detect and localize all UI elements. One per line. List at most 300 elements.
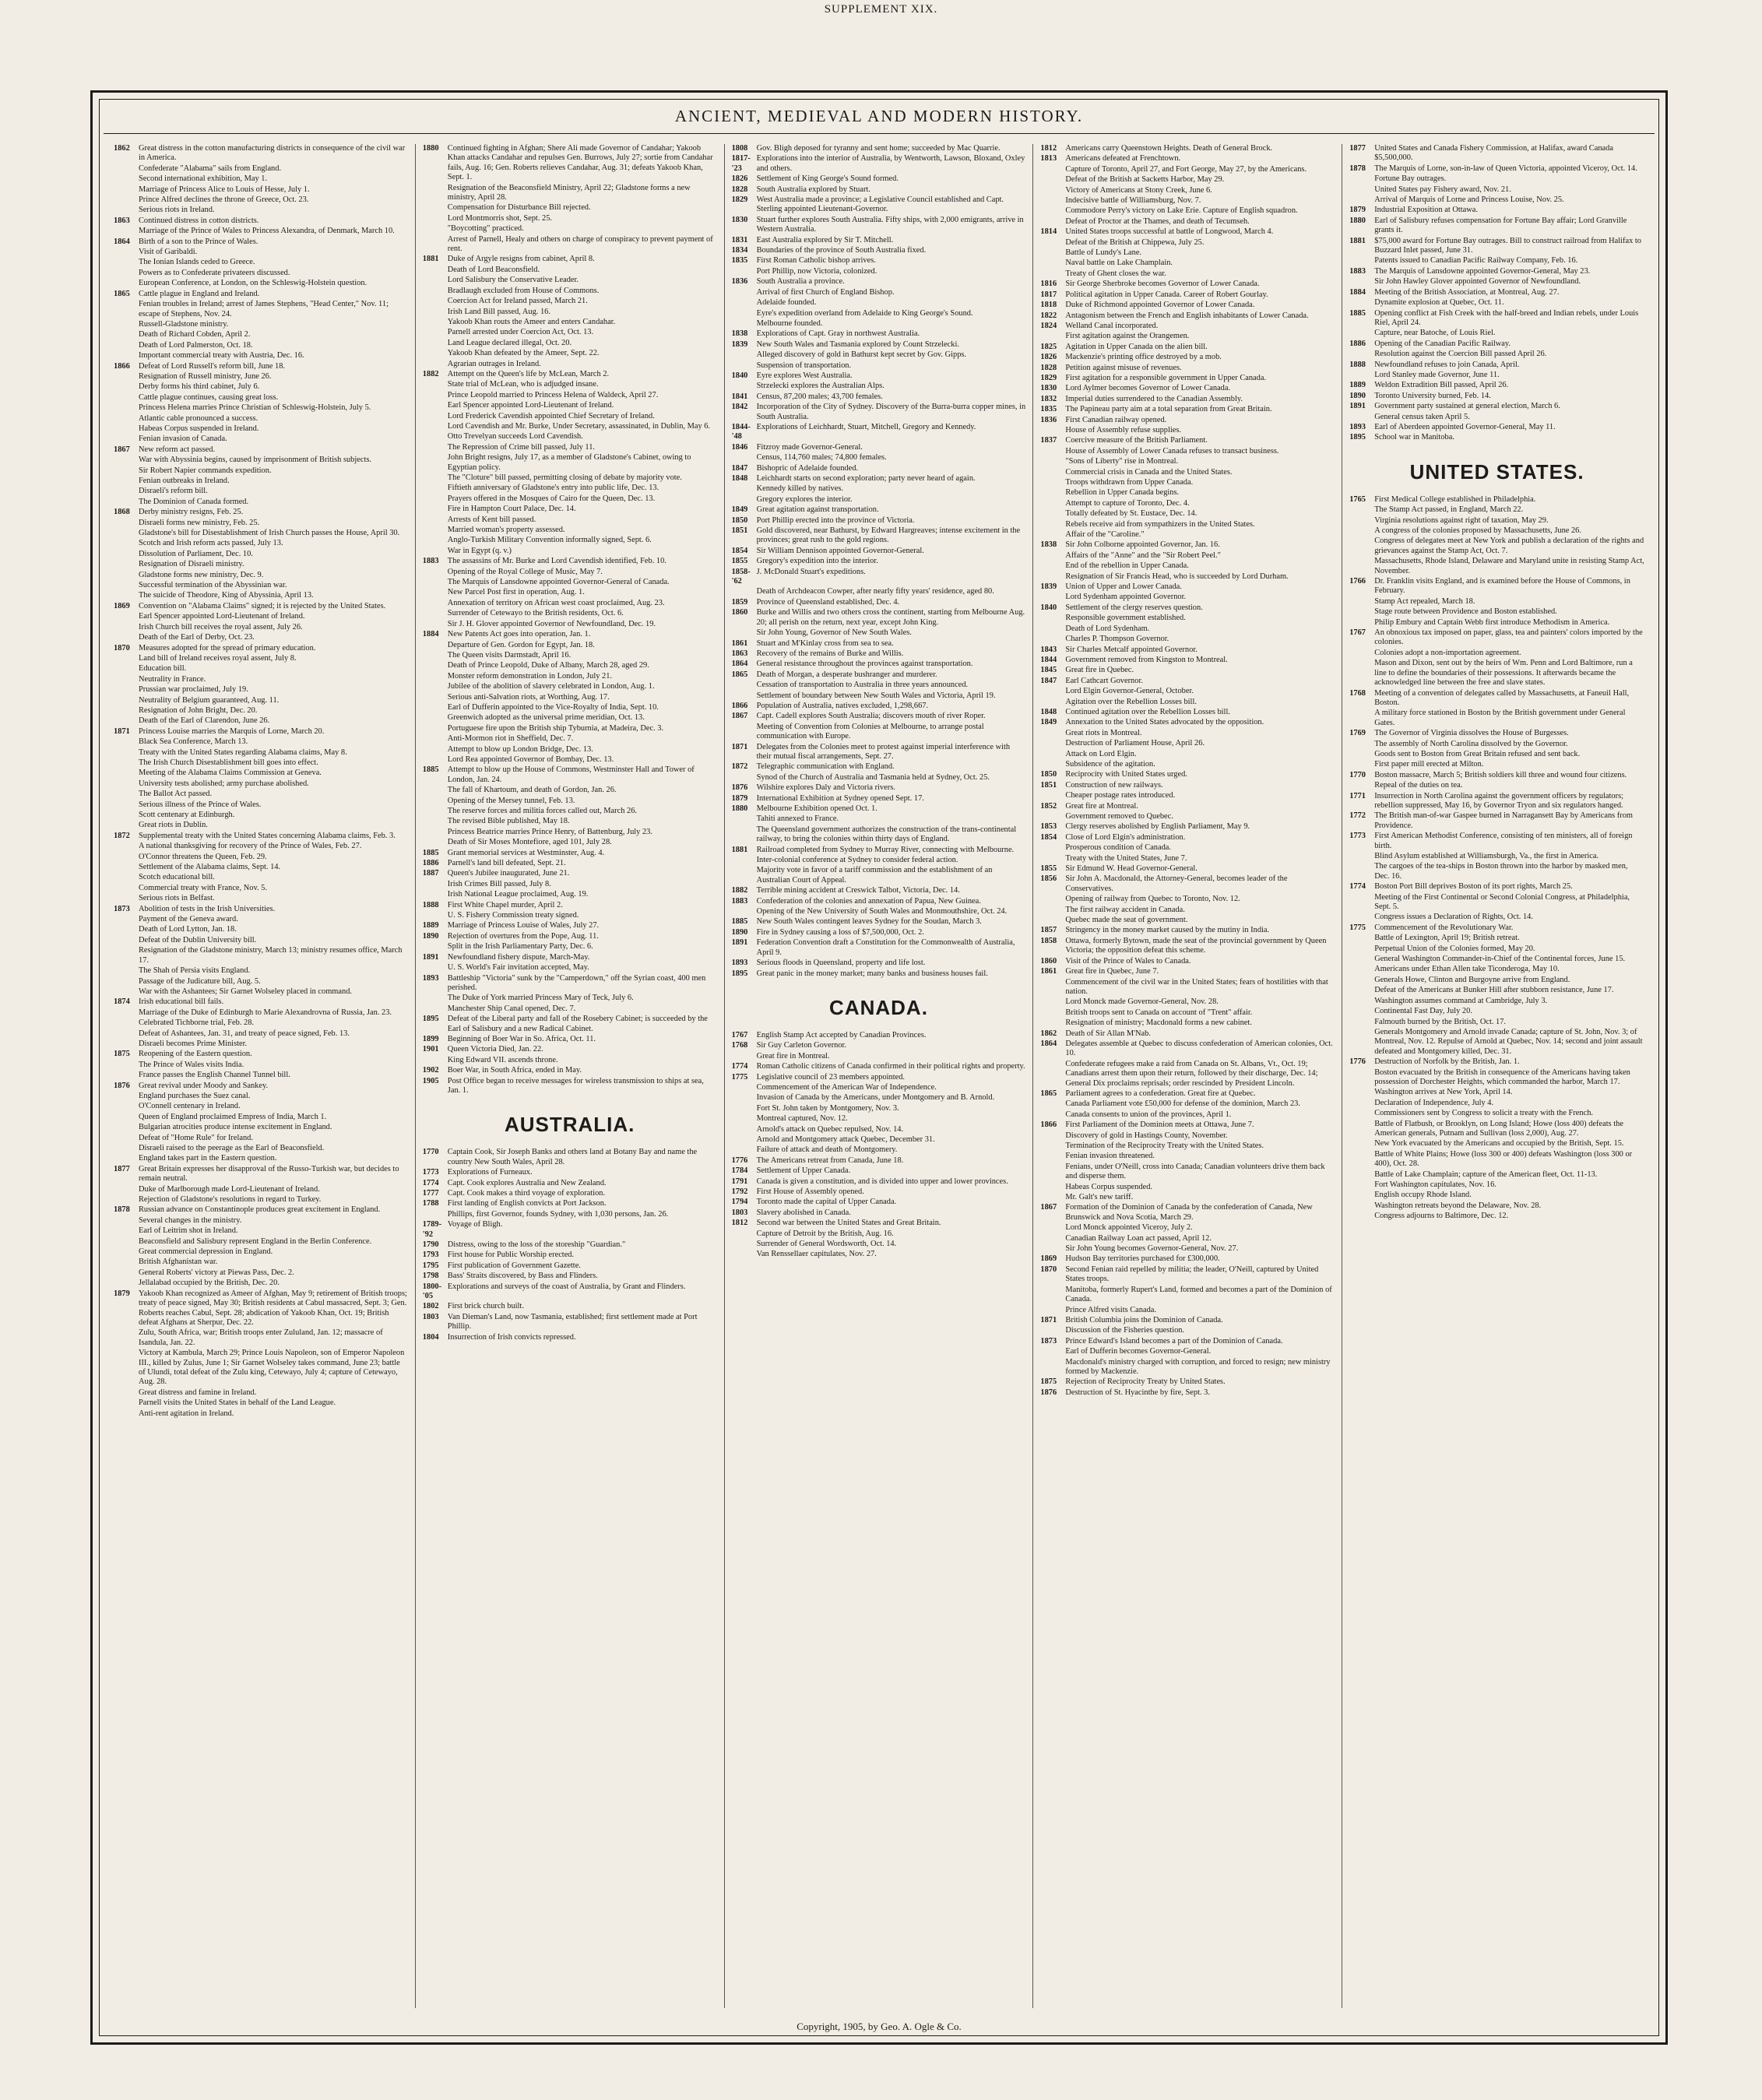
entry-text: Majority vote in favor of a tariff commission and the establishment of an Australian Court of Appeal. — [756, 866, 993, 885]
entry-text: Visit of Garibaldi. — [139, 248, 198, 257]
entry-text: Fort St. John taken by Montgomery, Nov. 3. — [756, 1103, 899, 1113]
entry-text: English Stamp Act accepted by Canadian Provinces. — [756, 1030, 927, 1039]
column-3 — [725, 144, 1034, 2008]
entry-year: 1869 — [1040, 1254, 1057, 1264]
entry-year — [423, 443, 448, 452]
entry-text: Capt. Cook makes a third voyage of exploration. — [447, 1189, 606, 1198]
entry-text: Parliament agrees to a confederation. Great fire at Quebec. — [1065, 1089, 1256, 1098]
entry-text: Ottawa, formerly Bytown, made the seat of the provincial government by Queen Victoria; the opposition defeat this scheme. — [1065, 936, 1327, 955]
entry-year: 1882 — [731, 886, 748, 895]
entry-year — [1040, 854, 1065, 864]
entry-year: 1867 — [731, 712, 748, 721]
entry-year — [732, 1145, 757, 1155]
entry-year: 1776 — [1349, 1057, 1366, 1067]
history-entry — [114, 571, 408, 580]
entry-year: 1850 — [1040, 770, 1057, 779]
entry-year: 1862 — [114, 144, 130, 153]
entry-text: Dissolution of Parliament, Dec. 10. — [139, 549, 253, 558]
entry-year: 1849 — [731, 505, 748, 515]
entry-text: Earl of Salisbury refuses compensation for Fortune Bay affair; Lord Granville grants it. — [1374, 216, 1627, 235]
history-entry — [114, 790, 408, 799]
history-entry — [1349, 832, 1644, 851]
history-entry — [1040, 822, 1335, 832]
history-entry — [423, 473, 717, 483]
history-entry — [1040, 227, 1335, 237]
history-entry — [1040, 311, 1335, 321]
entry-year — [423, 755, 448, 765]
entry-text: Otto Trevelyan succeeds Lord Cavendish. — [447, 432, 583, 441]
entry-text: Totally defeated by St. Eustace, Dec. 14. — [1065, 509, 1198, 519]
entry-year — [732, 1240, 757, 1249]
entry-text: Fenian outbreaks in Ireland. — [139, 477, 230, 485]
entry-text: Russian advance on Constantinople produces great excitement in England. — [139, 1205, 381, 1215]
entry-text: Serious anti-Salvation riots, at Worthing, Aug. 17. — [447, 692, 610, 702]
entry-year — [1349, 413, 1374, 422]
history-entry — [423, 651, 717, 660]
entry-text: Great riots in Dublin. — [139, 821, 208, 830]
entry-text: Several changes in the ministry. — [139, 1215, 242, 1225]
entry-text: Mackenzie's printing office destroyed by a mob. — [1065, 353, 1222, 362]
entry-year — [114, 1144, 139, 1153]
entry-text: Melbourne founded. — [756, 318, 823, 328]
history-entry — [1349, 526, 1644, 536]
entry-text: O'Connor threatens the Queen, Feb. 29. — [139, 852, 267, 861]
history-entry — [1040, 895, 1335, 904]
history-entry — [1040, 154, 1335, 164]
entry-text: British Afghanistan war. — [139, 1258, 218, 1267]
entry-year: 1835 — [731, 256, 748, 266]
history-entry — [114, 1409, 408, 1419]
entry-year — [1040, 259, 1065, 268]
entry-text: Affairs of the "Anne" and the "Sir Robert Peel." — [1065, 551, 1221, 560]
entry-text: Measures adopted for the spread of primary education. — [139, 643, 316, 653]
entry-year: 1879 — [1349, 206, 1366, 215]
entry-text: Coercive measure of the British Parliament. — [1065, 436, 1208, 445]
entry-year — [114, 779, 139, 789]
entry-text: Bulgarian atrocities produce intense excitement in England. — [139, 1123, 332, 1132]
history-entry — [114, 195, 408, 205]
history-entry — [732, 1104, 1026, 1113]
history-entry — [114, 508, 408, 517]
history-entry — [114, 1134, 408, 1143]
entry-text: Opening of railway from Quebec to Toronto, Nov. 12. — [1065, 895, 1240, 904]
entry-year — [423, 432, 448, 441]
entry-year — [114, 1154, 139, 1163]
history-entry — [1040, 488, 1335, 498]
entry-text: Fitzroy made Governor-General. — [756, 442, 863, 452]
history-entry — [114, 1018, 408, 1028]
entry-year — [1349, 607, 1374, 617]
entry-year: 1864 — [731, 660, 748, 669]
history-entry — [1040, 322, 1335, 331]
entry-text: Cessation of transportation to Australia in three years announced. — [756, 681, 969, 690]
entry-year — [114, 821, 139, 830]
entry-year — [1040, 509, 1065, 519]
entry-text: Melbourne Exhibition opened Oct. 1. — [756, 804, 877, 813]
entry-text: The cargoes of the tea-ships in Boston thrown into the harbor by masked men, Dec. 16. — [1374, 862, 1628, 881]
entry-text: Earl Spencer appointed Lord-Lieutenant of Ireland. — [139, 612, 305, 621]
entry-year: 1773 — [1349, 832, 1366, 841]
entry-text: Lord Montmorris shot, Sept. 25. — [447, 213, 553, 223]
entry-text: The Duke of York married Princess Mary of Teck, July 6. — [447, 994, 634, 1003]
entry-year — [1040, 1131, 1065, 1141]
entry-year: 1870 — [1040, 1265, 1057, 1274]
entry-text: Repeal of the duties on tea. — [1374, 781, 1463, 790]
entry-text: Union of Upper and Lower Canada. — [1065, 582, 1182, 592]
entry-year — [1349, 277, 1374, 287]
entry-year — [1349, 955, 1374, 964]
entry-year — [423, 276, 448, 285]
entry-year — [114, 790, 139, 799]
entry-text: Political agitation in Upper Canada. Career of Robert Gourlay. — [1065, 290, 1268, 299]
entry-text: The fall of Khartoum, and death of Gordon, Jan. 26. — [447, 786, 617, 795]
entry-year — [423, 588, 448, 597]
history-entry — [1040, 436, 1335, 445]
entry-year: 1829 — [1040, 373, 1057, 382]
entry-year — [1040, 457, 1065, 466]
history-entry — [114, 216, 408, 226]
history-entry — [114, 581, 408, 590]
entry-text: Great commercial depression in England. — [139, 1247, 273, 1257]
entry-text: Battle of White Plains; Howe (loss 300 or 400) defeats Washington (loss 300 or 400), Oct. 28. — [1374, 1149, 1633, 1169]
entry-text: Blind Asylum established at Williamsburgh, Va., the first in America. — [1374, 852, 1599, 860]
history-entry — [732, 712, 1026, 721]
entry-year: 1774 — [731, 1062, 748, 1071]
entry-text: Sir John Young becomes Governor-General, Nov. 27. — [1065, 1244, 1239, 1254]
history-entry — [1040, 1152, 1335, 1161]
entry-year: 1831 — [731, 235, 748, 244]
entry-year: 1880 — [1349, 216, 1366, 225]
entry-text: Yakoob Khan routs the Ameer and enters Candahar. — [447, 317, 616, 326]
section-heading: CANADA. — [829, 995, 928, 1019]
history-entry — [1040, 1183, 1335, 1192]
entry-year — [1040, 1099, 1065, 1109]
history-entry — [423, 339, 717, 348]
entry-year — [423, 184, 448, 203]
entry-year: 1880 — [731, 804, 748, 813]
history-entry — [1040, 708, 1335, 717]
history-entry — [1040, 384, 1335, 393]
entry-text: Land bill of Ireland receives royal assent, July 8. — [139, 653, 297, 663]
history-entry — [1349, 1212, 1644, 1221]
entry-text: Canada consents to union of the provinces, April 1. — [1065, 1110, 1232, 1119]
history-entry — [1040, 353, 1335, 362]
history-entry — [1040, 1388, 1335, 1398]
history-entry — [423, 641, 717, 650]
history-entry — [1040, 457, 1335, 466]
entry-text: Generals Howe, Clinton and Burgoyne arrive from England. — [1374, 975, 1570, 984]
history-entry — [423, 838, 717, 847]
entry-year — [114, 351, 139, 361]
entry-text: Sir Robert Napier commands expedition. — [139, 466, 272, 475]
history-entry — [114, 769, 408, 778]
entry-text: Manchester Ship Canal opened, Dec. 7. — [447, 1004, 576, 1013]
entry-text: The Prince of Wales visits India. — [139, 1060, 244, 1069]
entry-text: First House of Assembly opened. — [756, 1187, 864, 1196]
entry-text: Great fire in Quebec. — [1065, 666, 1134, 675]
entry-year — [114, 1113, 139, 1122]
entry-year — [114, 403, 139, 413]
entry-year — [423, 828, 448, 837]
history-entry — [114, 1226, 408, 1236]
entry-text: Resignation of John Bright, Dec. 20. — [139, 705, 258, 715]
history-entry — [423, 255, 717, 264]
history-entry — [114, 821, 408, 830]
entry-year: 1886 — [1349, 339, 1366, 348]
entry-text: Duke of Richmond appointed Governor of Lower Canada. — [1065, 301, 1255, 310]
history-entry — [1040, 656, 1335, 665]
entry-text: Irish educational bill fails. — [139, 997, 224, 1007]
history-entry — [1040, 343, 1335, 352]
entry-year: 1770 — [422, 1148, 439, 1157]
entry-text: Arrests of Kent bill passed. — [447, 515, 536, 524]
entry-year — [732, 814, 757, 824]
entry-year — [423, 505, 448, 514]
history-entry — [1349, 1057, 1644, 1067]
history-entry — [423, 797, 717, 806]
history-entry — [1040, 175, 1335, 185]
entry-text: First Parliament of the Dominion meets at Ottawa, June 7. — [1065, 1120, 1254, 1130]
history-entry — [1040, 645, 1335, 655]
entry-text: Captain Cook, Sir Joseph Banks and others land at Botany Bay and name the country New South Wales, April 28. — [447, 1148, 698, 1166]
entry-text: Insurrection of Irish convicts repressed. — [447, 1332, 576, 1342]
entry-year: 1884 — [1349, 287, 1366, 297]
history-entry — [1040, 750, 1335, 759]
entry-text: Resignation of the Beaconsfield Ministry, April 22; Gladstone forms a new ministry, April 28. — [447, 183, 691, 202]
entry-year: 1873 — [114, 904, 130, 913]
history-entry — [1349, 781, 1644, 790]
entry-year — [423, 287, 448, 296]
history-entry — [732, 1208, 1026, 1218]
history-entry — [732, 773, 1026, 783]
entry-text: Eyre's expedition overland from Adelaide to King George's Sound. — [756, 308, 973, 318]
history-entry — [732, 907, 1026, 916]
entry-year — [1349, 1212, 1374, 1221]
history-entry — [732, 516, 1026, 526]
history-entry — [1349, 607, 1644, 617]
entry-text: Patents issued to Canadian Pacific Railway Company, Feb. 16. — [1374, 256, 1578, 266]
entry-year: 1837 — [1040, 436, 1057, 445]
history-entry — [114, 1165, 408, 1184]
entry-year — [1040, 572, 1065, 582]
entry-text: Convention on "Alabama Claims" signed; it is rejected by the United States. — [139, 601, 386, 610]
entry-text: Serious riots in Belfast. — [139, 894, 215, 903]
entry-text: Confederate refugees make a raid from Canada on St. Albans, Vt., Oct. 19; Canadians arrest them upon their return, followed by their discharge, Dec. 14; General Dix proclaims reprisals; order rescinded by President Lincoln. — [1065, 1059, 1318, 1088]
entry-text: Fenian troubles in Ireland; arrest of James Stephens, "Head Center," Nov. 11; escape of Stephens, Nov. 24. — [139, 300, 389, 318]
entry-text: The reserve forces and militia forces called out, March 26. — [447, 807, 638, 815]
entry-year: 1881 — [1349, 236, 1366, 245]
entry-year — [114, 320, 139, 329]
entry-text: Formation of the Dominion of Canada by the confederation of Canada, New Brunswick and Nova Scotia, March 29. — [1065, 1203, 1313, 1222]
history-entry — [1349, 618, 1644, 628]
history-entry — [423, 1313, 717, 1332]
entry-text: Lord Rea appointed Governor of Bombay, Dec. 13. — [447, 755, 614, 764]
entry-text: Irish Crimes Bill passed, July 8. — [447, 879, 551, 888]
history-entry — [732, 866, 1026, 885]
entry-text: Death of Lord Lytton, Jan. 18. — [139, 925, 237, 934]
history-entry — [114, 685, 408, 695]
entry-year: 1901 — [422, 1045, 439, 1054]
entry-text: Americans under Ethan Allen take Ticonderoga, May 10. — [1374, 965, 1560, 974]
entry-year — [114, 1039, 139, 1049]
entry-year — [423, 412, 448, 421]
entry-year — [114, 664, 139, 674]
entry-year — [1040, 729, 1065, 738]
entry-year: 1791 — [731, 1177, 748, 1186]
entry-text: Dr. Franklin visits England, and is examined before the House of Commons, in February. — [1374, 577, 1630, 596]
entry-year — [1349, 750, 1374, 759]
entry-text: Death of the Earl of Clarendon, June 26. — [139, 716, 270, 726]
entry-text: Canadian Railway Loan act passed, April 12. — [1065, 1233, 1212, 1243]
entry-year — [1349, 1088, 1374, 1097]
entry-text: Anti-Mormon riot in Sheffield, Dec. 7. — [447, 734, 574, 744]
entry-text: The Queensland government authorizes the construction of the trans-continental railway, to bring the colonies within thirty days of England. — [756, 825, 1017, 844]
history-entry — [114, 706, 408, 716]
entry-text: Capt. Cadell explores South Australia; discovers mouth of river Roper. — [756, 712, 986, 721]
entry-year — [423, 734, 448, 744]
history-entry — [423, 849, 717, 858]
entry-text: Earl of Leitrim shot in Ireland. — [139, 1226, 238, 1236]
entry-text: Lord Monck appointed Viceroy, July 2. — [1065, 1223, 1193, 1233]
history-entry — [732, 195, 1026, 215]
history-entry — [1349, 309, 1644, 329]
entry-year: 1873 — [1040, 1336, 1057, 1345]
history-entry — [114, 884, 408, 893]
history-entry — [423, 765, 717, 785]
entry-year: 1876 — [114, 1081, 130, 1090]
history-entry — [423, 1004, 717, 1014]
entry-text: European Conference, at London, on the Schleswig-Holstein question. — [139, 279, 368, 288]
entry-text: Mason and Dixon, sent out by the heirs of Wm. Penn and Lord Baltimore, run a line to define the boundaries of their possessions. It afterwards became the acknowledged line between the free and slave states. — [1374, 659, 1633, 688]
entry-text: Treaty with the United States, June 7. — [1065, 853, 1187, 863]
entry-year: 1874 — [114, 997, 130, 1007]
entry-year — [423, 328, 448, 337]
history-entry — [114, 414, 408, 424]
entry-year: 1840 — [731, 371, 748, 380]
entry-text: Naval battle on Lake Champlain. — [1065, 259, 1173, 268]
entry-text: Irish National League proclaimed, Aug. 19. — [447, 890, 589, 899]
entry-text: Treaty of Ghent closes the war. — [1065, 269, 1166, 278]
history-entry — [1040, 364, 1335, 373]
history-entry — [423, 1261, 717, 1271]
history-entry — [114, 258, 408, 267]
history-entry — [732, 660, 1026, 669]
entry-year — [732, 1052, 757, 1061]
entry-text: Explorations and surveys of the coast of Australia, by Grant and Flinders. — [447, 1282, 686, 1291]
entry-text: Married woman's property assessed. — [447, 526, 565, 535]
entry-year: 1886 — [422, 859, 439, 868]
history-entry — [423, 412, 717, 421]
history-entry — [1040, 698, 1335, 707]
history-entry — [423, 276, 717, 285]
entry-year — [423, 911, 448, 920]
history-entry — [114, 269, 408, 278]
history-entry — [1040, 906, 1335, 915]
entry-year — [732, 319, 757, 329]
history-entry — [1349, 760, 1644, 769]
history-entry — [1349, 536, 1644, 556]
history-entry — [114, 832, 408, 841]
entry-year — [1349, 1028, 1374, 1057]
entry-year: 1855 — [1040, 864, 1057, 874]
entry-text: Lord Aylmer becomes Governor of Lower Canada. — [1065, 384, 1231, 393]
entry-text: Second Fenian raid repelled by militia; the leader, O'Neill, captured by United States troops. — [1065, 1265, 1319, 1284]
entry-year: 1888 — [422, 900, 439, 909]
entry-text: Arnold's attack on Quebec repulsed, Nov. 14. — [756, 1124, 904, 1134]
entry-year — [423, 578, 448, 587]
entry-text: Stage route between Providence and Boston established. — [1374, 607, 1557, 617]
history-entry — [732, 329, 1026, 339]
entry-text: Death of Archdeacon Cowper, after nearly fifty years' residence, aged 80. — [756, 587, 994, 596]
history-entry — [732, 1062, 1026, 1071]
history-entry — [423, 974, 717, 994]
entry-text: New Parcel Post first in operation, Aug. 1. — [447, 588, 585, 597]
history-entry — [1040, 499, 1335, 508]
entry-text: Fire in Hampton Court Palace, Dec. 14. — [447, 505, 576, 514]
entry-year: 1870 — [114, 643, 130, 653]
entry-year — [1349, 256, 1374, 266]
entry-text: Railroad completed from Sydney to Murray River, connecting with Melbourne. — [756, 845, 1015, 854]
entry-year — [1349, 893, 1374, 913]
entry-text: Surrender of General Wordsworth, Oct. 14. — [756, 1240, 897, 1249]
entry-year: 1814 — [1040, 227, 1057, 237]
entry-year: 1877 — [114, 1164, 130, 1173]
history-entry — [114, 1388, 408, 1398]
history-entry — [1349, 1088, 1644, 1097]
entry-text: Roman Catholic citizens of Canada confirmed in their political rights and property. — [756, 1062, 1025, 1071]
entry-text: Population of Australia, natives excluded, 1,298,667. — [756, 701, 929, 710]
entry-year: 1889 — [1349, 381, 1366, 390]
entry-text: The Stamp Act passed, in England, March 22. — [1374, 505, 1524, 515]
entry-year: 1853 — [1040, 822, 1057, 832]
entry-year: 1905 — [422, 1076, 439, 1085]
entry-text: Derby forms his third cabinet, July 6. — [139, 382, 260, 392]
history-entry — [114, 946, 408, 966]
entry-year — [1349, 659, 1374, 688]
entry-text: Settlement of the Alabama claims, Sept. 14. — [139, 863, 281, 872]
entry-year — [732, 267, 757, 276]
entry-text: Zulu, South Africa, war; British troops enter Zululand, Jan. 12; massacre of Isandula, Jan. 22. — [139, 1328, 383, 1347]
entry-year — [423, 703, 448, 712]
entry-year: 1828 — [1040, 363, 1057, 372]
entry-year — [1040, 760, 1065, 769]
entry-year: 1838 — [731, 329, 748, 339]
entry-year — [1349, 862, 1374, 881]
supplement-label: SUPPLEMENT XIX. — [824, 3, 938, 16]
entry-year — [423, 807, 448, 816]
history-entry — [423, 287, 717, 296]
entry-year — [114, 1279, 139, 1288]
entry-text: House of Assembly of Lower Canada refuses to transact business. — [1065, 446, 1279, 456]
entry-text: Tahiti annexed to France. — [756, 814, 839, 824]
history-entry — [1349, 557, 1644, 576]
entry-text: Alleged discovery of gold in Bathurst kept secret by Gov. Gipps. — [756, 350, 967, 360]
history-entry — [732, 804, 1026, 814]
entry-text: United States pay Fishery award, Nov. 21. — [1374, 185, 1511, 194]
history-entry — [732, 1187, 1026, 1197]
entry-year: 1775 — [731, 1072, 748, 1082]
entry-text: Federation Convention draft a Constitution for the Commonwealth of Australia, April 9. — [756, 938, 1015, 957]
history-entry — [732, 1083, 1026, 1092]
entry-year — [1349, 1068, 1374, 1088]
history-entry — [1349, 1150, 1644, 1170]
entry-year — [1349, 1109, 1374, 1118]
entry-year — [114, 477, 139, 486]
history-entry — [114, 227, 408, 236]
entry-year: 1861 — [731, 638, 748, 648]
history-entry — [732, 443, 1026, 452]
entry-year — [423, 942, 448, 952]
